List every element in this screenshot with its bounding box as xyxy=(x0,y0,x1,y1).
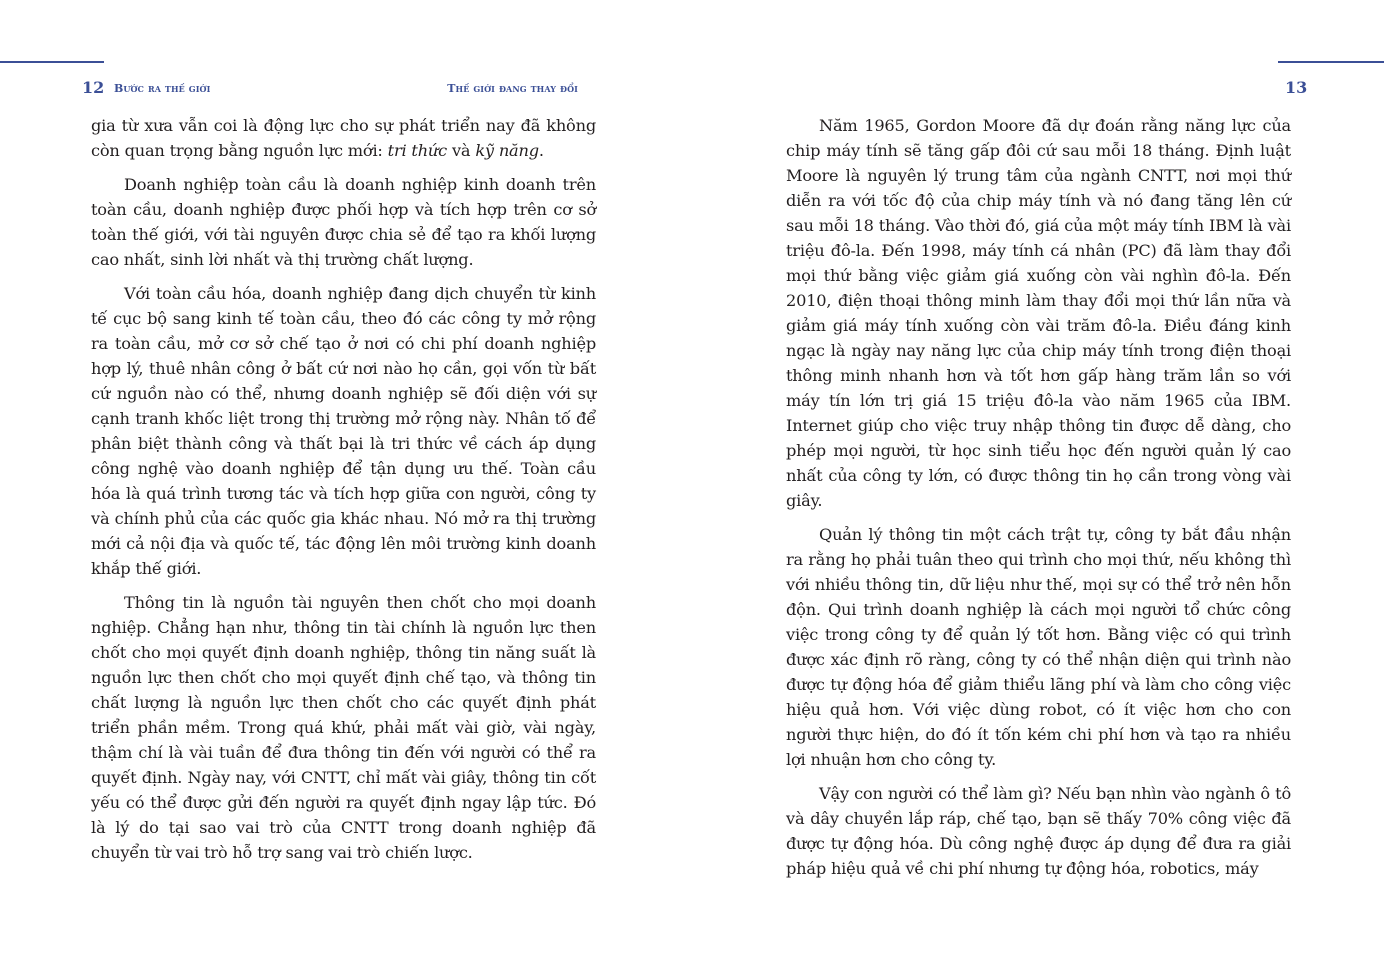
right-page-number: 13 xyxy=(1285,78,1308,97)
left-page-number: 12 xyxy=(82,78,105,97)
paragraph: Thông tin là nguồn tài nguyên then chốt cho mọi doanh nghiệp. Chẳng hạn như, thông tin tài chính là nguồn lực then chốt cho mọi quyết định doanh nghiệp, thông tin năng suất là nguồn lực then chốt cho mọi quyết định chế tạo, và thông tin chất lượng là nguồn lực then chốt cho các quyết định phát triển phần mềm. Trong quá khứ, phải mất vài giờ, vài ngày, thậm chí là vài tuần để đưa thông tin đến với người có thể ra quyết định. Ngày nay, với CNTT, chỉ mất vài giây, thông tin cốt yếu có thể được gửi đến người ra quyết định ngay lập tức. Đó là lý do tại sao vai trò của CNTT trong doanh nghiệp đã chuyển từ vai trò hỗ trợ sang vai trò chiến lược. xyxy=(91,593,596,862)
paragraph: Với toàn cầu hóa, doanh nghiệp đang dịch chuyển từ kinh tế cục bộ sang kinh tế toàn cầu, theo đó các công ty mở rộng ra toàn cầu, mở cơ sở chế tạo ở nơi có chi phí doanh nghiệp hợp lý, thuê nhân công ở bất cứ nơi nào họ cần, gọi vốn từ bất cứ nguồn nào có thể, nhưng doanh nghiệp sẽ đối diện với sự cạnh tranh khốc liệt trong thị trường mở rộng này. Nhân tố để phân biệt thành công và thất bại là tri thức về cách áp dụng công nghệ vào doanh nghiệp để tận dụng ưu thế. Toàn cầu hóa là quá trình tương tác và tích hợp giữa con người, công ty và chính phủ của các quốc gia khác nhau. Nó mở ra thị trường mới cả nội địa và quốc tế, tác động lên môi trường kinh doanh khắp thế giới. xyxy=(91,284,596,578)
paragraph: Doanh nghiệp toàn cầu là doanh nghiệp kinh doanh trên toàn cầu, doanh nghiệp được phối hợp và tích hợp trên cơ sở toàn thế giới, với tài nguyên được chia sẻ để tạo ra khối lượng cao nhất, sinh lời nhất và thị trường chất lượng. xyxy=(91,175,596,269)
paragraph: Vậy con người có thể làm gì? Nếu bạn nhìn vào ngành ô tô và dây chuyền lắp ráp, chế tạo, bạn sẽ thấy 70% công việc đã được tự động hóa. Dù công nghệ được áp dụng để đưa ra giải pháp hiệu quả về chi phí nhưng tự động hóa, robotics, máy xyxy=(786,784,1291,878)
paragraph: Năm 1965, Gordon Moore đã dự đoán rằng năng lực của chip máy tính sẽ tăng gấp đôi cứ sau mỗi 18 tháng. Định luật Moore là nguyên lý trung tâm của ngành CNTT, nơi mọi thứ diễn ra với tốc độ của chip máy tính và nó đang tăng lên cứ sau mỗi 18 tháng. Vào thời đó, giá của một máy tính IBM là vài triệu đô-la. Đến 1998, máy tính cá nhân (PC) đã làm thay đổi mọi thứ bằng việc giảm giá xuống còn vài nghìn đô-la. Đến 2010, điện thoại thông minh làm thay đổi mọi thứ lần nữa và giảm giá máy tính xuống còn vài trăm đô-la. Điều đáng kinh ngạc là ngày nay năng lực của chip máy tính trong điện thoại thông minh nhanh hơn và tốt hơn gấp hàng trăm lần so với máy tín lớn trị giá 15 triệu đô-la vào năm 1965 của IBM. Internet giúp cho việc truy nhập thông tin được dễ dàng, cho phép mọi người, từ học sinh tiểu học đến người quản lý cao nhất của công ty lớn, có được thông tin họ cần trong vòng vài giây. xyxy=(786,116,1291,510)
paragraph: Quản lý thông tin một cách trật tự, công ty bắt đầu nhận ra rằng họ phải tuân theo qui trình cho mọi thứ, nếu không thì với nhiều thông tin, dữ liệu như thế, mọi sự có thể trở nên hỗn độn. Qui trình doanh nghiệp là cách mọi người tổ chức công việc trong công ty để quản lý tốt hơn. Bằng việc có qui trình được xác định rõ ràng, công ty có thể nhận diện qui trình nào được tự động hóa để giảm thiểu lãng phí và làm cho công việc hiệu quả hơn. Với việc dùng robot, có ít việc hơn cho con người thực hiện, do đó ít tốn kém chi phí hơn và tạo ra nhiều lợi nhuận hơn cho công ty. xyxy=(786,525,1291,769)
right-header-rule xyxy=(1278,61,1384,63)
italic-term: tri thức xyxy=(387,141,448,160)
italic-term: kỹ năng xyxy=(475,141,539,160)
sentence-end: . xyxy=(538,141,544,160)
left-header-rule xyxy=(0,61,104,63)
paragraph xyxy=(91,113,596,163)
conjunction-text: và xyxy=(447,141,476,160)
left-body-text xyxy=(91,113,596,874)
right-body-text xyxy=(786,113,1291,890)
left-running-title: Bước ra thế giới xyxy=(114,82,211,95)
right-running-title: Thế giới đang thay đổi xyxy=(447,82,578,95)
paragraph-text: gia từ xưa vẫn coi là động lực cho sự phát triển nay đã không còn quan trọng bằng nguồn lực mới: xyxy=(91,116,596,160)
